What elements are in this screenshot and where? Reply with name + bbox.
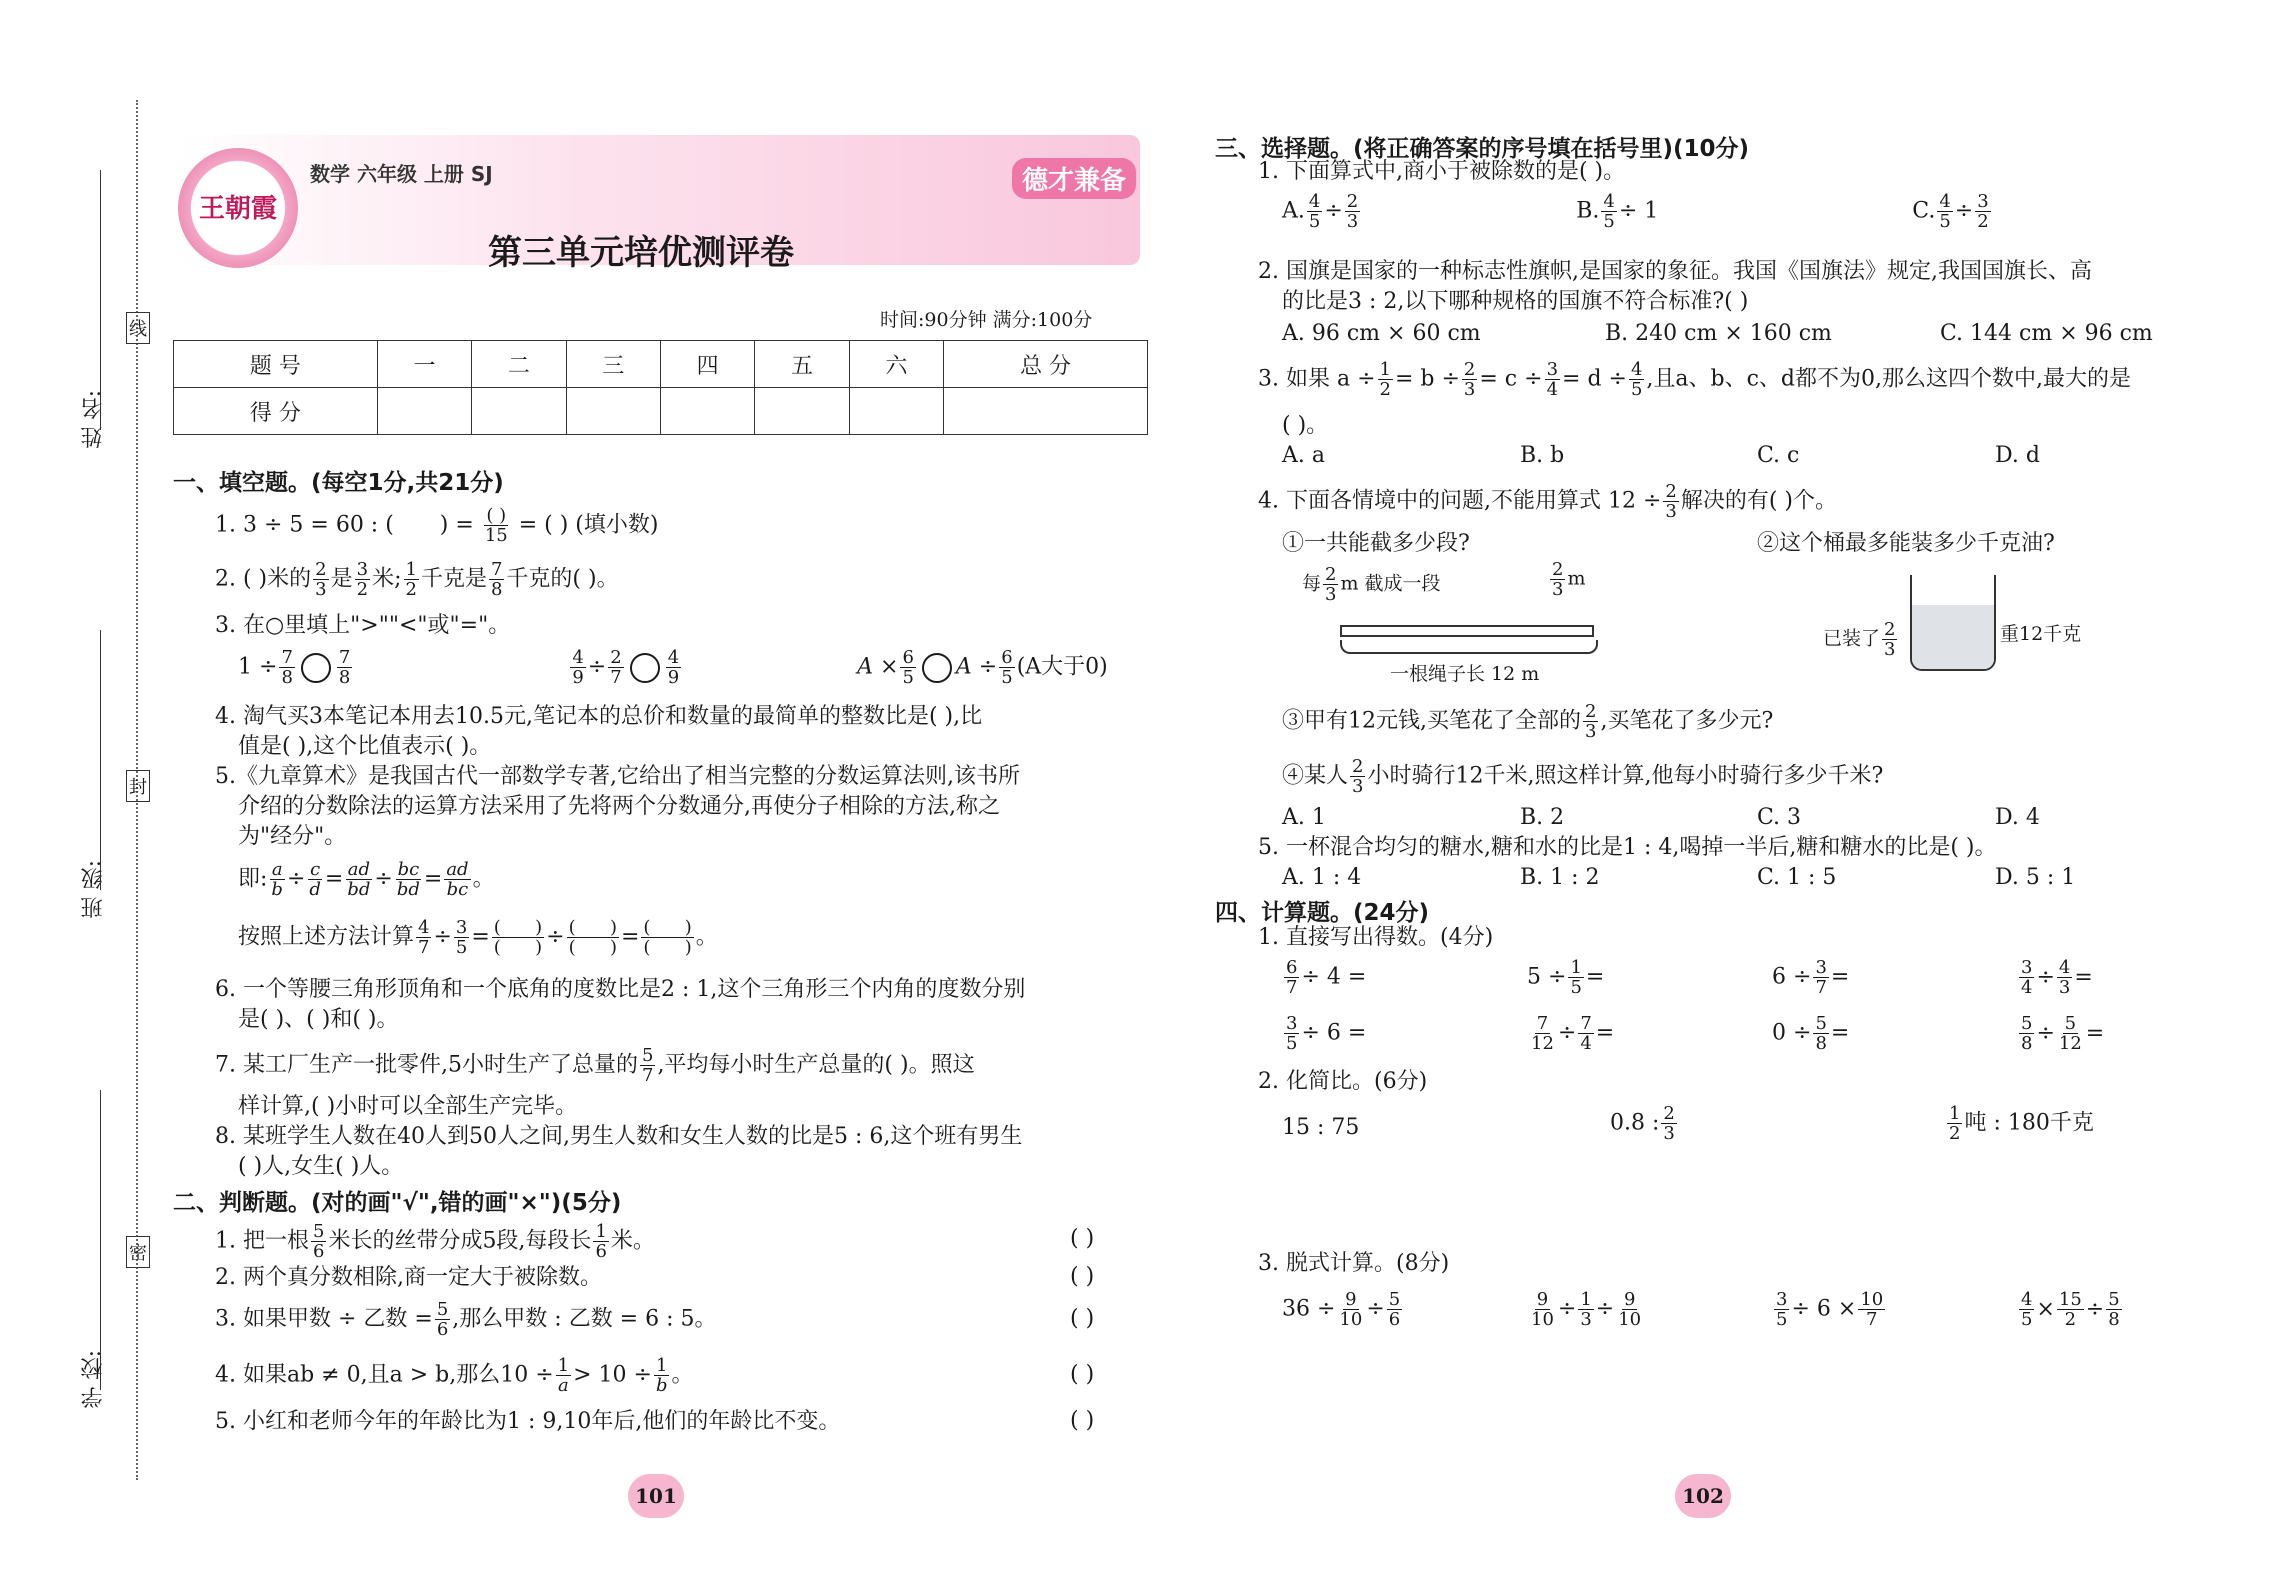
subject-line: 数学 六年级 上册 SJ — [310, 162, 493, 186]
s3-q5D: D. 5 : 1 — [1995, 865, 2076, 890]
s3-q5B: B. 1 : 2 — [1520, 865, 1600, 890]
s4-row3: 36 ÷ $\frac{9}{10}$ ÷ $\frac{5}{6}$ $\frac{9}{10}$ ÷ $\frac{1}{3}$ ÷ $\frac{9}{10}$ $\frac{3}{5}$ ÷ 6 × $\frac{10}{7}$ $\frac{4}{5}$ × $\frac{15}{2}$ ÷ $\frac{5}{8}$ — [1282, 1289, 2120, 1330]
s1-q2: 2. ( )米的 $\frac{2}{3}$ 是 $\frac{3}{2}$ 米; $\frac{1}{2}$ 千克是 $\frac{7}{8}$ 千克的( )。 — [215, 559, 619, 600]
s1-q5-compute: 按照上述方法计算 $\frac{4}{7}$ ÷ $\frac{3}{5}$ = $\frac{( )}{( )}$ ÷ $\frac{( )}{( )}$ = $\frac{( )}{( )}$ 。 — [238, 917, 718, 958]
s1-q6b: 是( )、( )和( )。 — [238, 1007, 399, 1032]
secret-mark: 密 — [126, 1236, 150, 1268]
name-blank-line — [100, 170, 101, 430]
s2-q4: 4. 如果ab ≠ 0,且a > b,那么10 ÷ $\frac{1}{a}$ > 10 ÷ $\frac{1}{b}$ 。 — [215, 1355, 694, 1396]
s3-q1: 1. 下面算式中,商小于被除数的是( )。 — [1258, 159, 1626, 184]
score-head-4: 四 — [660, 341, 754, 388]
score-row-label: 得 分 — [174, 388, 378, 435]
section3-heading: 三、选择题。(将正确答案的序号填在括号里)(10分) — [1215, 136, 1750, 162]
s1-q3-items: 1 ÷ $\frac{7}{8}$ $\frac{7}{8}$ $\frac{4}{9}$ ÷ $\frac{2}{7}$ $\frac{4}{9}$ A × $\frac{6}{5}$ A ÷ $\frac{6}{5}$ (A大于0) — [238, 647, 1108, 688]
s4-sub3: 3. 脱式计算。(8分) — [1258, 1251, 1450, 1276]
score-cell[interactable] — [566, 388, 660, 435]
score-head-1: 一 — [377, 341, 471, 388]
page-number-right: 102 — [1675, 1474, 1731, 1518]
s2-q3: 3. 如果甲数 ÷ 乙数 = $\frac{5}{6}$ ,那么甲数 : 乙数 = 6 : 5。 — [215, 1299, 717, 1340]
time-info: 时间:90分钟 满分:100分 — [880, 309, 1093, 331]
s3-q4-3: ③甲有12元钱,买笔花了全部的 $\frac{2}{3}$ ,买笔花了多少元? — [1282, 701, 1774, 742]
s1-q5c: 为"经分"。 — [238, 824, 347, 849]
compare-circle[interactable] — [922, 653, 952, 683]
s3-q4C: C. 3 — [1757, 805, 1802, 830]
section2-heading: 二、判断题。(对的画"√",错的画"×")(5分) — [173, 1190, 622, 1216]
s3-q3: 3. 如果 a ÷ $\frac{1}{2}$ = b ÷ $\frac{2}{3}$ = c ÷ $\frac{3}{4}$ = d ÷ $\frac{4}{5}$ ,且a、b、c、d都不为0,那么这四个数中,最大的是 — [1258, 359, 2131, 400]
s1-q8b: ( )人,女生( )人。 — [238, 1154, 404, 1179]
s1-q5-formula: 即: $\frac{a}{b}$ ÷ $\frac{c}{d}$ = $\frac{ad}{bd}$ ÷ $\frac{bc}{bd}$ = $\frac{ad}{bc}$ 。 — [238, 859, 495, 900]
s2-q2: 2. 两个真分数相除,商一定大于被除数。 — [215, 1265, 602, 1290]
brand-logo — [178, 148, 298, 268]
s1-q6a: 6. 一个等腰三角形顶角和一个底角的度数比是2 : 1,这个三角形三个内角的度数分别 — [215, 977, 1026, 1002]
judge-blank[interactable]: ( ) — [1070, 1264, 1095, 1289]
rope-length-label: 一根绳子长 12 m — [1390, 663, 1540, 685]
section4-heading: 四、计算题。(24分) — [1215, 900, 1430, 926]
name-label: 姓 名: — [81, 390, 106, 449]
rope-label-a: 每 $\frac{2}{3}$ m 截成一段 — [1302, 564, 1441, 605]
score-head-3: 三 — [566, 341, 660, 388]
school-label: 学 校: — [81, 1350, 106, 1409]
score-head-total: 总 分 — [944, 341, 1148, 388]
rope-diagram — [1340, 625, 1594, 637]
s3-q3f: ( )。 — [1282, 413, 1329, 438]
page-title: 第三单元培优测评卷 — [488, 233, 794, 273]
rope-label-b: $\frac{2}{3}$ m — [1552, 559, 1586, 600]
beaker-label-a: 已装了 $\frac{2}{3}$ — [1823, 619, 1896, 660]
s3-q3C: C. c — [1757, 443, 1800, 468]
s3-q3A: A. a — [1282, 443, 1325, 468]
score-cell[interactable] — [472, 388, 566, 435]
s1-q8a: 8. 某班学生人数在40人到50人之间,男生人数和女生人数的比是5 : 6,这个班有男生 — [215, 1124, 1023, 1149]
s3-q3B: B. b — [1520, 443, 1565, 468]
score-cell[interactable] — [944, 388, 1148, 435]
compare-circle[interactable] — [630, 653, 660, 683]
s3-q4: 4. 下面各情境中的问题,不能用算式 12 ÷ $\frac{2}{3}$ 解决的有( )个。 — [1258, 481, 1838, 522]
s4-row2: $\frac{3}{5}$ ÷ 6 = $\frac{7}{12}$ ÷ $\frac{7}{4}$ = 0 ÷ $\frac{5}{8}$ = $\frac{5}{8}$ ÷ $\frac{5}{12}$ = — [1286, 1013, 2105, 1054]
s1-q4a: 4. 淘气买3本笔记本用去10.5元,笔记本的总价和数量的最简单的整数比是( ),比 — [215, 704, 983, 729]
page-number-left: 101 — [628, 1474, 684, 1518]
score-cell[interactable] — [755, 388, 849, 435]
compare-circle[interactable] — [301, 653, 331, 683]
beaker-label-b: 重12千克 — [2000, 623, 2082, 645]
s4-ratio1: 15 : 75 — [1282, 1115, 1360, 1140]
s2-q5: 5. 小红和老师今年的年龄比为1 : 9,10年后,他们的年龄比不变。 — [215, 1409, 841, 1434]
s3-q5C: C. 1 : 5 — [1757, 865, 1837, 890]
s3-q1-options: A. $\frac{4}{5}$ ÷ $\frac{2}{3}$ B. $\frac{4}{5}$ ÷ 1 C. $\frac{4}{5}$ ÷ $\frac{3}{2}$ — [1282, 191, 1989, 232]
logo-text: 王朝霞 — [198, 194, 277, 224]
s3-q4B: B. 2 — [1520, 805, 1565, 830]
s1-q5b: 介绍的分数除法的运算方法采用了先将两个分数通分,再使分子相除的方法,称之 — [238, 794, 1000, 819]
judge-blank[interactable]: ( ) — [1070, 1408, 1095, 1433]
line-mark: 线 — [126, 312, 150, 344]
class-blank-line — [100, 630, 101, 890]
s1-q7: 7. 某工厂生产一批零件,5小时生产了总量的 $\frac{5}{7}$ ,平均每小时生产总量的( )。照这 — [215, 1045, 975, 1086]
s1-q3: 3. 在○里填上">""<"或"="。 — [215, 613, 511, 638]
school-blank-line — [100, 1090, 101, 1390]
s4-ratio2: 0.8 : $\frac{2}{3}$ — [1610, 1103, 1675, 1144]
score-head-2: 二 — [472, 341, 566, 388]
s3-q4D: D. 4 — [1995, 805, 2040, 830]
rope-brace — [1340, 640, 1598, 654]
s3-q2C: C. 144 cm × 96 cm — [1940, 321, 2153, 346]
score-cell[interactable] — [377, 388, 471, 435]
oil-barrel — [1910, 575, 1996, 671]
s3-q4A: A. 1 — [1282, 805, 1326, 830]
score-table — [173, 340, 1148, 435]
s3-q4-4: ④某人 $\frac{2}{3}$ 小时骑行12千米,照这样计算,他每小时骑行多少千米? — [1282, 756, 1884, 797]
judge-blank[interactable]: ( ) — [1070, 1362, 1095, 1387]
s3-q2B: B. 240 cm × 160 cm — [1605, 321, 1832, 346]
s3-q2b: 的比是3 : 2,以下哪种规格的国旗不符合标准?( ) — [1282, 289, 1749, 314]
oil-level — [1912, 605, 1994, 669]
s1-q7c: 样计算,( )小时可以全部生产完毕。 — [238, 1094, 578, 1119]
s1-q4b: 值是( ),这个比值表示( )。 — [238, 734, 492, 759]
s4-row1: $\frac{6}{7}$ ÷ 4 = 5 ÷ $\frac{1}{5}$ = 6 ÷ $\frac{3}{7}$ = $\frac{3}{4}$ ÷ $\frac{4}{3}$ = — [1286, 957, 2093, 998]
s1-q1: 1. 3 ÷ 5 = 60 : ( ) = $\frac{( )}{15}$ = ( ) (填小数) — [215, 505, 659, 546]
s3-q2A: A. 96 cm × 60 cm — [1282, 321, 1481, 346]
score-head-5: 五 — [755, 341, 849, 388]
s3-q4-1: ①一共能截多少段? — [1282, 531, 1470, 556]
score-cell[interactable] — [660, 388, 754, 435]
s3-q3D: D. d — [1995, 443, 2040, 468]
s4-ratio3: $\frac{1}{2}$ 吨 : 180千克 — [1949, 1103, 2094, 1144]
seal-mark: 封 — [126, 770, 150, 802]
class-label: 班 级: — [81, 860, 106, 919]
badge: 德才兼备 — [1012, 158, 1136, 199]
s2-q1: 1. 把一根 $\frac{5}{6}$ 米长的丝带分成5段,每段长 $\frac{1}{6}$ 米。 — [215, 1221, 655, 1262]
s3-q5A: A. 1 : 4 — [1282, 865, 1362, 890]
s3-q4-2: ②这个桶最多能装多少千克油? — [1757, 531, 2055, 556]
judge-blank[interactable]: ( ) — [1070, 1306, 1095, 1331]
score-head-6: 六 — [849, 341, 943, 388]
s3-q2a: 2. 国旗是国家的一种标志性旗帜,是国家的象征。我国《国旗法》规定,我国国旗长、高 — [1258, 259, 2092, 284]
section1-heading: 一、填空题。(每空1分,共21分) — [173, 470, 504, 496]
score-cell[interactable] — [849, 388, 943, 435]
s4-sub1: 1. 直接写出得数。(4分) — [1258, 925, 1494, 950]
s4-sub2: 2. 化简比。(6分) — [1258, 1069, 1428, 1094]
judge-blank[interactable]: ( ) — [1070, 1226, 1095, 1251]
score-head-label: 题 号 — [174, 341, 378, 388]
s1-q5a: 5.《九章算术》是我国古代一部数学专著,它给出了相当完整的分数运算法则,该书所 — [215, 764, 1020, 789]
s3-q5: 5. 一杯混合均匀的糖水,糖和水的比是1 : 4,喝掉一半后,糖和糖水的比是( )。 — [1258, 835, 1997, 860]
